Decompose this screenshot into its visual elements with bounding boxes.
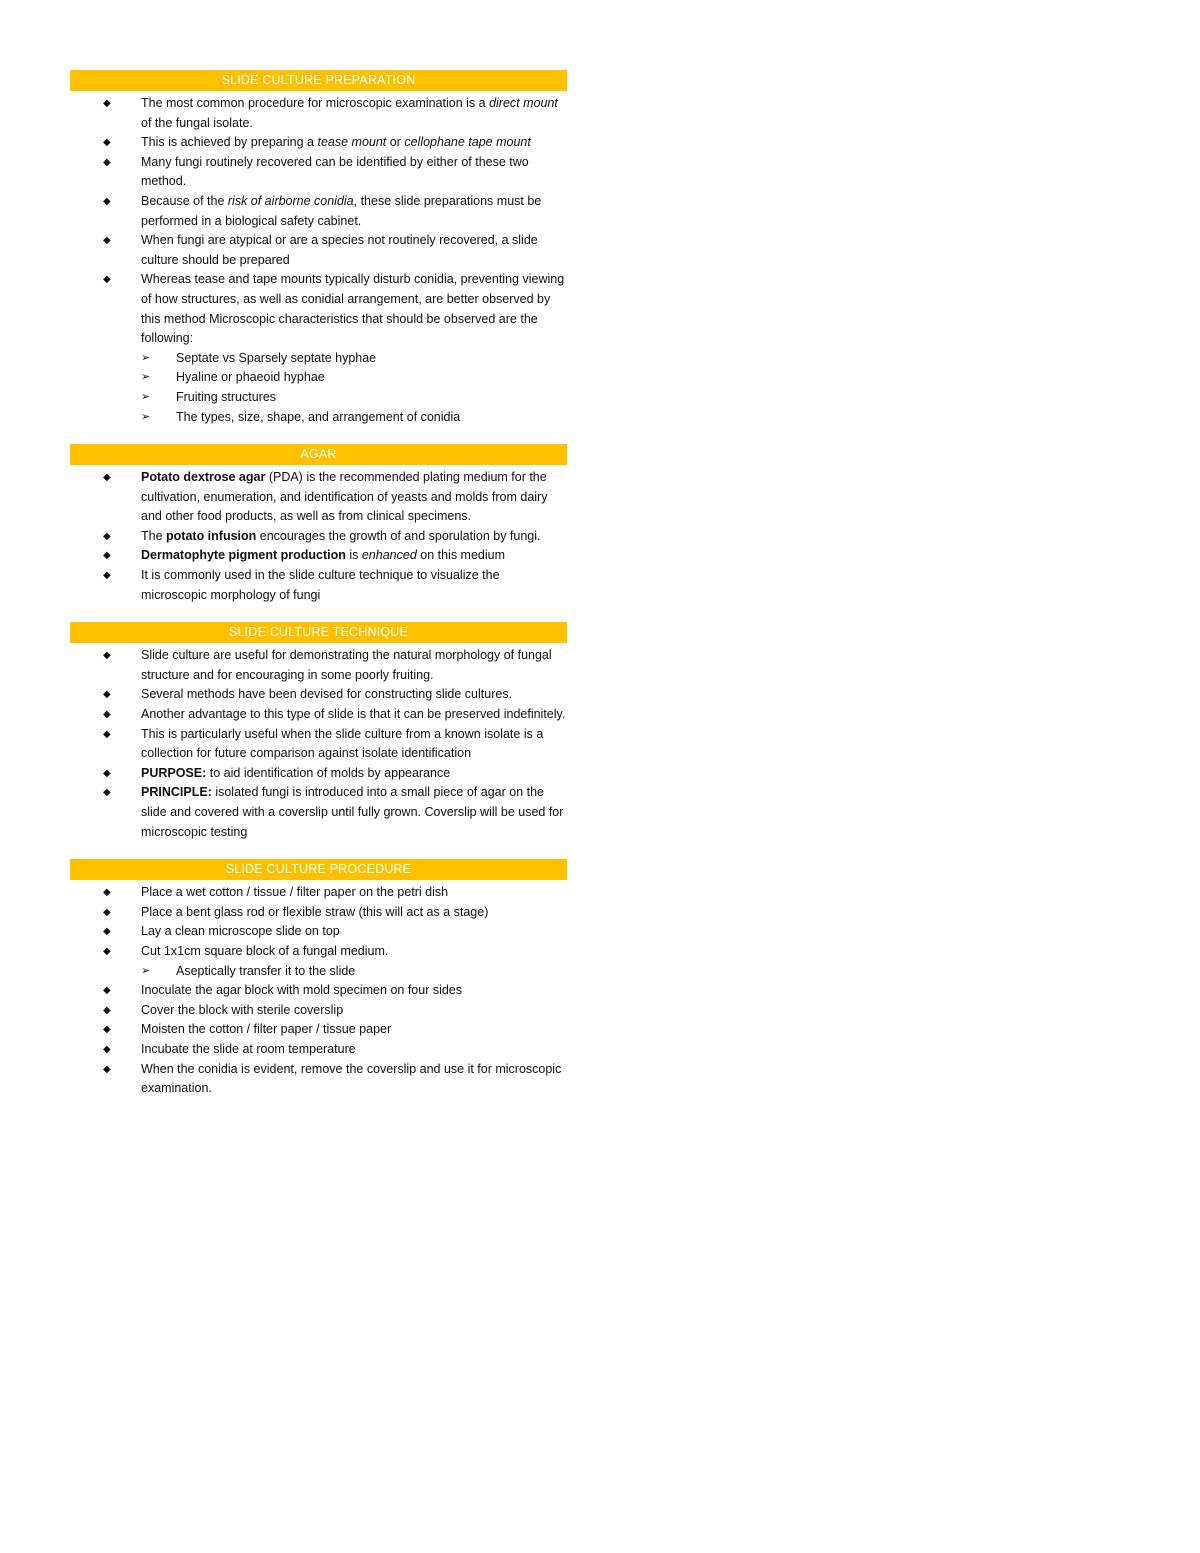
list-item [70,783,567,842]
list-item [70,942,567,962]
italic-text: direct mount [489,96,558,110]
diamond-bullet-icon: ◆ [103,945,111,957]
diamond-bullet-icon: ◆ [103,530,111,542]
item-text: Septate vs Sparsely septate hyphae [176,350,377,365]
item-text: Place a wet cotton / tissue / filter paper on the petri dish [141,885,449,900]
item-text: Moisten the cotton / filter paper / tissue paper [141,1022,392,1037]
diamond-bullet-icon: ◆ [103,1063,111,1075]
diamond-bullet-icon: ◆ [103,887,111,899]
item-text: This is particularly useful when the slide culture from a known isolate is a collection for future comparison against isolate identification [141,726,544,761]
list-item [70,94,567,133]
list-item [70,192,567,231]
item-text: When the conidia is evident, remove the coverslip and use it for microscopic examination. [141,1061,562,1096]
item-text: on this medium [416,548,506,563]
list-item [70,468,567,527]
section-header: SLIDE CULTURE PREPARATION [70,70,567,91]
item-text: It is commonly used in the slide culture technique to visualize the microscopic morphology of fungi [141,568,500,602]
item-text: This is achieved by preparing a [141,135,318,150]
list-item [70,922,567,942]
diamond-bullet-icon: ◆ [103,1004,111,1016]
bold-text: PRINCIPLE: [141,785,212,800]
diamond-bullet-icon: ◆ [103,1024,111,1036]
italic-text: enhanced [361,548,417,563]
sub-list-item [70,962,567,982]
arrow-bullet-icon: ➢ [141,410,151,423]
diamond-bullet-icon: ◆ [103,1043,111,1055]
item-text: The most common procedure for microscopic examination is a [141,96,490,110]
italic-text: cellophane tape mount [404,135,531,150]
section-header: SLIDE CULTURE PROCEDURE [70,859,567,880]
list-item [70,527,567,547]
item-text: to aid identification of molds by appearance [206,765,451,780]
item-text: isolated fungi is introduced into a small piece of agar on the slide and covered with a coverslip until fully grown. Coverslip will be used for microscopic testing [141,785,564,839]
list-item [70,705,567,725]
arrow-bullet-icon: ➢ [141,390,151,403]
list-item [70,566,567,605]
list-item [70,153,567,192]
list-item [70,270,567,348]
arrow-bullet-icon: ➢ [141,351,151,364]
bold-text: PURPOSE: [141,765,207,780]
item-text: Hyaline or phaeoid hyphae [176,370,325,385]
diamond-bullet-icon: ◆ [103,156,111,168]
section [70,622,567,842]
diamond-bullet-icon: ◆ [103,650,111,662]
list-item [70,1001,567,1021]
bullet-list [70,646,567,842]
arrow-bullet-icon: ➢ [141,964,151,977]
list-item [70,981,567,1001]
document-page [70,70,567,1116]
diamond-bullet-icon: ◆ [103,570,111,582]
bullet-list [70,883,567,1099]
item-text: Incubate the slide at room temperature [141,1041,356,1056]
italic-text: risk of airborne conidia [227,193,354,208]
list-item [70,725,567,764]
bold-text: Potato dextrose agar [141,470,266,485]
item-text: Slide culture are useful for demonstrating the natural morphology of fungal structure and for encouraging in some poorly fruiting. [141,648,552,682]
item-text: The types, size, shape, and arrangement of conidia [176,409,461,424]
diamond-bullet-icon: ◆ [103,137,111,149]
bold-text: potato infusion [166,528,257,543]
item-text: Lay a clean microscope slide on top [141,924,340,939]
diamond-bullet-icon: ◆ [103,472,111,484]
list-item [70,1060,567,1099]
item-text: encourages the growth of and sporulation by fungi. [256,528,541,543]
item-text: When fungi are atypical or are a species not routinely recovered, a slide culture should be prepared [141,233,538,267]
item-text: Whereas tease and tape mounts typically disturb conidia, preventing viewing of how structures, as well as conidial arrangement, are better observed by this method Microscopic characteristics that should be observed are the following: [141,272,565,346]
item-text: Several methods have been devised for constructing slide cultures. [141,687,513,702]
item-text: Because of the [141,193,228,208]
item-text: or [386,135,405,150]
diamond-bullet-icon: ◆ [103,767,111,779]
item-text: Cut 1x1cm square block of a fungal medium. [141,943,389,958]
item-text: Inoculate the agar block with mold specimen on four sides [141,983,463,998]
item-text: Another advantage to this type of slide is that it can be preserved indefinitely. [141,707,566,722]
section [70,70,567,427]
list-item [70,1040,567,1060]
item-text: Aseptically transfer it to the slide [176,963,356,978]
bold-text: Dermatophyte pigment production [141,548,346,563]
arrow-bullet-icon: ➢ [141,371,151,384]
list-item [70,764,567,784]
sub-list-item [70,388,567,408]
item-text: Cover the block with sterile coverslip [141,1002,344,1017]
item-text: Fruiting structures [176,389,277,404]
diamond-bullet-icon: ◆ [103,926,111,938]
diamond-bullet-icon: ◆ [103,689,111,701]
diamond-bullet-icon: ◆ [103,274,111,286]
section-header: AGAR [70,444,567,465]
diamond-bullet-icon: ◆ [103,550,111,562]
diamond-bullet-icon: ◆ [103,728,111,740]
item-text: The [141,528,167,543]
section-header: SLIDE CULTURE TECHNIQUE [70,622,567,643]
list-item [70,133,567,153]
item-text: Place a bent glass rod or flexible straw (this will act as a stage) [141,904,489,919]
list-item [70,231,567,270]
diamond-bullet-icon: ◆ [103,98,111,109]
diamond-bullet-icon: ◆ [103,985,111,997]
item-text: is [345,548,362,563]
section [70,444,567,605]
list-item [70,883,567,903]
diamond-bullet-icon: ◆ [103,787,111,799]
bullet-list [70,468,567,605]
diamond-bullet-icon: ◆ [103,709,111,721]
section [70,859,567,1099]
item-text: Many fungi routinely recovered can be identified by either of these two method. [141,154,529,189]
diamond-bullet-icon: ◆ [103,235,111,247]
list-item [70,1020,567,1040]
sections-container [70,70,567,1099]
item-text: , these slide preparations must be performed in a biological safety cabinet. [141,193,542,228]
list-item [70,646,567,685]
list-item [70,546,567,566]
diamond-bullet-icon: ◆ [103,195,111,207]
italic-text: tease mount [317,135,387,150]
sub-list-item [70,349,567,369]
list-item [70,903,567,923]
diamond-bullet-icon: ◆ [103,906,111,918]
sub-list-item [70,408,567,428]
item-text: of the fungal isolate. [141,115,253,130]
sub-list-item [70,368,567,388]
bullet-list [70,94,567,427]
item-text: (PDA) is the recommended plating medium for the cultivation, enumeration, and identification of yeasts and molds from dairy and other food products, as well as from clinical specimens. [141,470,548,524]
list-item [70,685,567,705]
